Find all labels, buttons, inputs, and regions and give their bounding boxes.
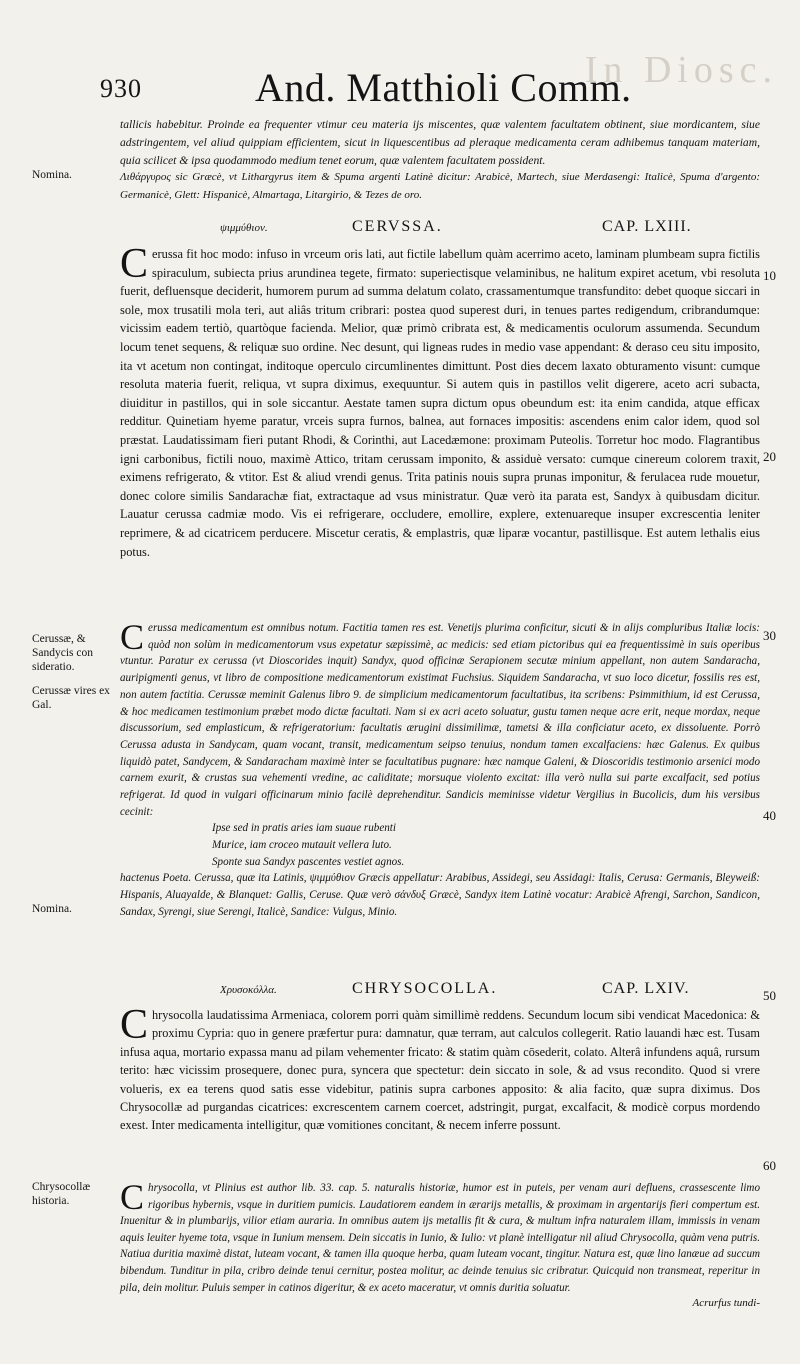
cerussa-dioscorides-text: Cerussa fit hoc modo: infuso in vrceum oris lati, aut fictile labellum quàm acerrimo aceto, laminam plumbeam supra fictilis spiraculum, subiecta prius arundinea tegete, firmato: superiectisque velaminibus, ne halitum expiret acetum, vbi resoluta fuerit, defluensque deciderit, humorem purum ad summa delatum colato, crassamentumque transfundito: debet quoque siccari in sole, mox trusatili mola teri, aut aliâs tritum cribrari: postea quod superest duri, in tenues partes redigendum, cribrandumque: vicissim eadem tertiò, quartòque facienda. Melior, quæ primò cribrata est, & medicamentis oculorum assumenda. Secundum locum tenet sequens, & reliquæ suo ordine. Nec desunt, qui ligneas rudes in medio vase appendant: & deraso ceu situ imposito, ita vt acetum non contingat, inditoque operculo circumlinentes dimittunt. Post dies decem laxato obturamento visunt: cumque resoluta materia fuerit, reliqua, vt supra diximus, exequuntur. Si autem quis in pastillos velit digerere, aceto acri subacta, diuiditur in pastillos, qui in sole siccantur. Aestate tamen supra dictum opus obeundum est: ita enim candida, atque efficax redditur. Quinetiam hyeme paratur, vrceis supra furnos, balnea, aut fornaces impositis: ascendens enim calor idem, quod sol præstat. Laudatissimam fieri putant Rhodi, & Corinthi, aut Lacedæmone: proximam Puteolis. Torretur hoc modo. Flagrantibus igni carbonibus, fictili nouo, maximè Attico, tritam cerussam imponito, & assiduè versato: cumque cinereum colorem traxit, eximens refrigerato, & vtitor. Est & aliud vrendi genus. Trita patinis nouis supra prunas imponitur, & ferulacea rude mouetur, donec colore similis Sandarachæ fiat, extractaque ad vsus ministratur. Quæ verò ita parata est, Sandyx à quibusdam dicitur. Lauatur cerussa cadmiæ modo. Vis ei refrigerare, occludere, emollire, explere, extenuareque insuper excrescentia leniter reprimere, & ad cicatricem perducere. Miscetur ceratis, & emplastris, quæ liparæ vocantur, pastillisque. Est autem lethalis eius potus. (120, 241, 760, 559)
margin-note-nomina: Nomina. (32, 903, 72, 915)
margin-note-chrysocolla-historia: Chrysocollæ historia. (32, 1181, 91, 1207)
cerussa-commentary-text: Cerussa medicamentum est omnibus notum. Factitia tamen res est. Venetijs plurima conficitur, sicuti & in alijs compluribus Italiæ locis: quòd non solùm in medicamentorum vsus expetatur sæpissimè, ac medicis: sed etiam pictoribus qui ea frequentissimè in suis operibus vtuntur. Paratur ex cerussa (vt Dioscorides inquit) Sandyx, quod officinæ Serapionem secutæ minium appellant, non autem Sandaracha, auripigmenti genus, vt libro de compositione medicamentorum existimat Fuchsius. Siquidem Sandaracha, vt suo loco dicetur, fossilis res est, non autem factitia. Cerussæ meminit Galenus libro 9. de simplicium medicamentorum facultatibus, ita scribens: Psimmithium, id est Cerussa, & hoc medicamen testimonium præbet modo dictæ facultati. Nam si ex acri aceto soluatur, gustu tamen neque acre erit, neque mordax, neque discussorium, sed emplasticum, & refrigeratorium: facultatis ærugini dissimilimæ, tametsi & illa conficiatur aceto, ex dissoluente. Porrò Cerussa adusta in Sandycam, quam vocant, transit, medicamentum seipso tenuius, nondum tamen excalfaciens: hæc Galenus. Ex quibus liquidò patet, Sandycem, & Sandaracham maximè inter se facultatibus pugnare: hæc namque Galeni, & Dioscoridis testimonio arsenici modo carnem exurit, & crustas sua vehementi vredine, ac caliditate; morsuque violento excitat: illa verò nulla sui parte excalfacit, sed potius refrigerat. Id quod in vulgari officinarum minio facilè deprehenditur. Sandicis meminisse videtur Vergilius in Bucolicis, dum his versibus cecinit: (120, 617, 760, 818)
bleed-through-text: In Diosc. (584, 49, 778, 91)
running-title: And. Matthioli Comm. (255, 65, 632, 110)
top-block (120, 116, 760, 205)
margin-note-cerussae-vires: Cerussæ vires ex Gal. (32, 685, 110, 711)
chapter-title: CHRYSOCOLLA. (352, 980, 498, 997)
margin-note-cerussae-sandycis: Cerussæ, & Sandycis con sideratio. (32, 633, 94, 673)
line-number: 50 (763, 988, 776, 1003)
line-number: 30 (763, 628, 776, 643)
lithargyrus-commentary-end: tallicis habebitur. Proinde ea frequenter vtimur ceu materia ijs miscentes, quæ valentem facultatem obtinent, siue mordicantem, siue adstringentem, vel aliud quippiam efficientem, sicut in liquescentibus ad pleraque medicamenta ceram adhibemus tanquam materiam, quia scilicet & ipsa quodammodo medium tenet eorum, quæ valentem facultatem possident. (120, 118, 760, 167)
margin-note-nomina: Nomina. (32, 169, 72, 181)
cerussa-commentary (120, 617, 760, 920)
chapter-heading-cerussa (120, 218, 760, 240)
verse-line: Ipse sed in pratis aries iam suaue rubenti (212, 822, 396, 835)
verse-line: Sponte sua Sandyx pascentes vestiet agnos. (212, 855, 405, 868)
chrysocolla-dioscorides (120, 1002, 760, 1135)
verse-line: Murice, iam croceo mutauit vellera luto. (212, 839, 392, 852)
chapter-heading-chrysocolla (120, 980, 760, 1002)
chrysocolla-commentary-text: Chrysocolla, vt Plinius est author lib. 33. cap. 5. naturalis historiæ, humor est in puteis, per venam auri defluens, crassescente limo rigoribus hybernis, vsque in duritiem pumicis. Laudatiorem eandem in ærarijs metallis, & proximam in argentarijs fieri compertum est. Inuenitur & in plumbarijs, vilior etiam auraria. In omnibus autem ijs metallis fit & cura, & multum infra naturalem illam, immissis in venam aquis leuiter hyeme tota, vsque in Iunium mensem. Dein siccatis in Iunio, & Iulio: vt planè intelligatur nil aliud Chrysocolla, quàm vena putris. Natiua duritia maximè distat, luteam vocant, & tamen illa quoque herba, quam luteam vocant, tingitur. Natura est, quæ lino lanæue ad succum bibendum. Tunditur in pila, cribro deinde tenui cernitur, postea molitur, ac deinde tenuius sic cribratur. Quicquid non transmeat, reperitur in pila, dein molitur. Puluis semper in catinos digeritur, & ex aceto maceratur, vt omnis duritia soluatur. (120, 1177, 760, 1294)
chapter-number: CAP. LXIV. (602, 980, 690, 997)
cerussa-names: hactenus Poeta. Cerussa, quæ ita Latinis, ψιμμύθιον Græcis appellatur: Arabibus, Assidegi, seu Assidagi: Italis, Cerusa: Germanis, Bleyweiß: Hispanis, Aluayalde, & Blanquet: Gallis, Ceruse. Quæ verò σάνδυξ Græcè, Sandyx item Latinè vocatur: Arabicè Afrengi, Sarchon, Sandicon, Sandax, Syrengi, siue Serengi, Italicè, Sandice: Vulgus, Minio. (120, 872, 760, 918)
line-number: 20 (763, 449, 776, 464)
chapter-title: CERVSSA. (352, 218, 443, 235)
chapter-number: CAP. LXIII. (602, 218, 692, 235)
cerussa-dioscorides (120, 241, 760, 561)
lithargyrus-names: Λιθάργυρος sic Græcè, vt Lithargyrus item & Spuma argenti Latinè dicitur: Arabicè, Martech, siue Merdasengi: Italicè, Spuma d'argento: Germanicè, Glett: Hispanicè, Almartaga, Litargirio, & Tezes de oro. (120, 171, 760, 202)
page-number: 930 (100, 74, 142, 103)
chapter-greek-name: ψιμμύθιον. (220, 222, 268, 234)
line-number: 10 (763, 268, 776, 283)
line-number: 40 (763, 808, 776, 823)
catchwords: Acrurfus tundi- (692, 1297, 760, 1310)
line-number: 60 (763, 1158, 776, 1173)
chapter-greek-name: Χρυσοκόλλα. (220, 984, 277, 996)
chrysocolla-dioscorides-text: Chrysocolla laudatissima Armeniaca, colorem porri quàm simillimè reddens. Secundum locum sibi vendicat Macedonica: & proximu Cypria: quo in genere præfertur pura: damnatur, quæ terram, aut calculos collegerit. Ratio lauandi hæc est. Tusam infusa aqua, mortario expassa manu ad pilam vehementer fricato: & statim quàm cōsederit, colato. Alterâ infundens aquâ, rursum terito: hæc vicissim prosequere, donec pura, syncera que spectetur: dein siccato in sole, & ad vsus recondito. Quod si vrere volueris, ex ea terens quod satis esse videbitur, patinis supra carbones apposito: & alia facito, quæ supra diximus. Dos Chrysocollæ ad purgandas cicatrices: excrescentem carnem coercet, adstringit, purgat, excalfacit, & modicè corpus mordendo exest. Inter medicamenta intelligitur, quæ vomitiones concitant, & necem inferre possunt. (120, 1002, 760, 1133)
chrysocolla-commentary (120, 1177, 760, 1310)
